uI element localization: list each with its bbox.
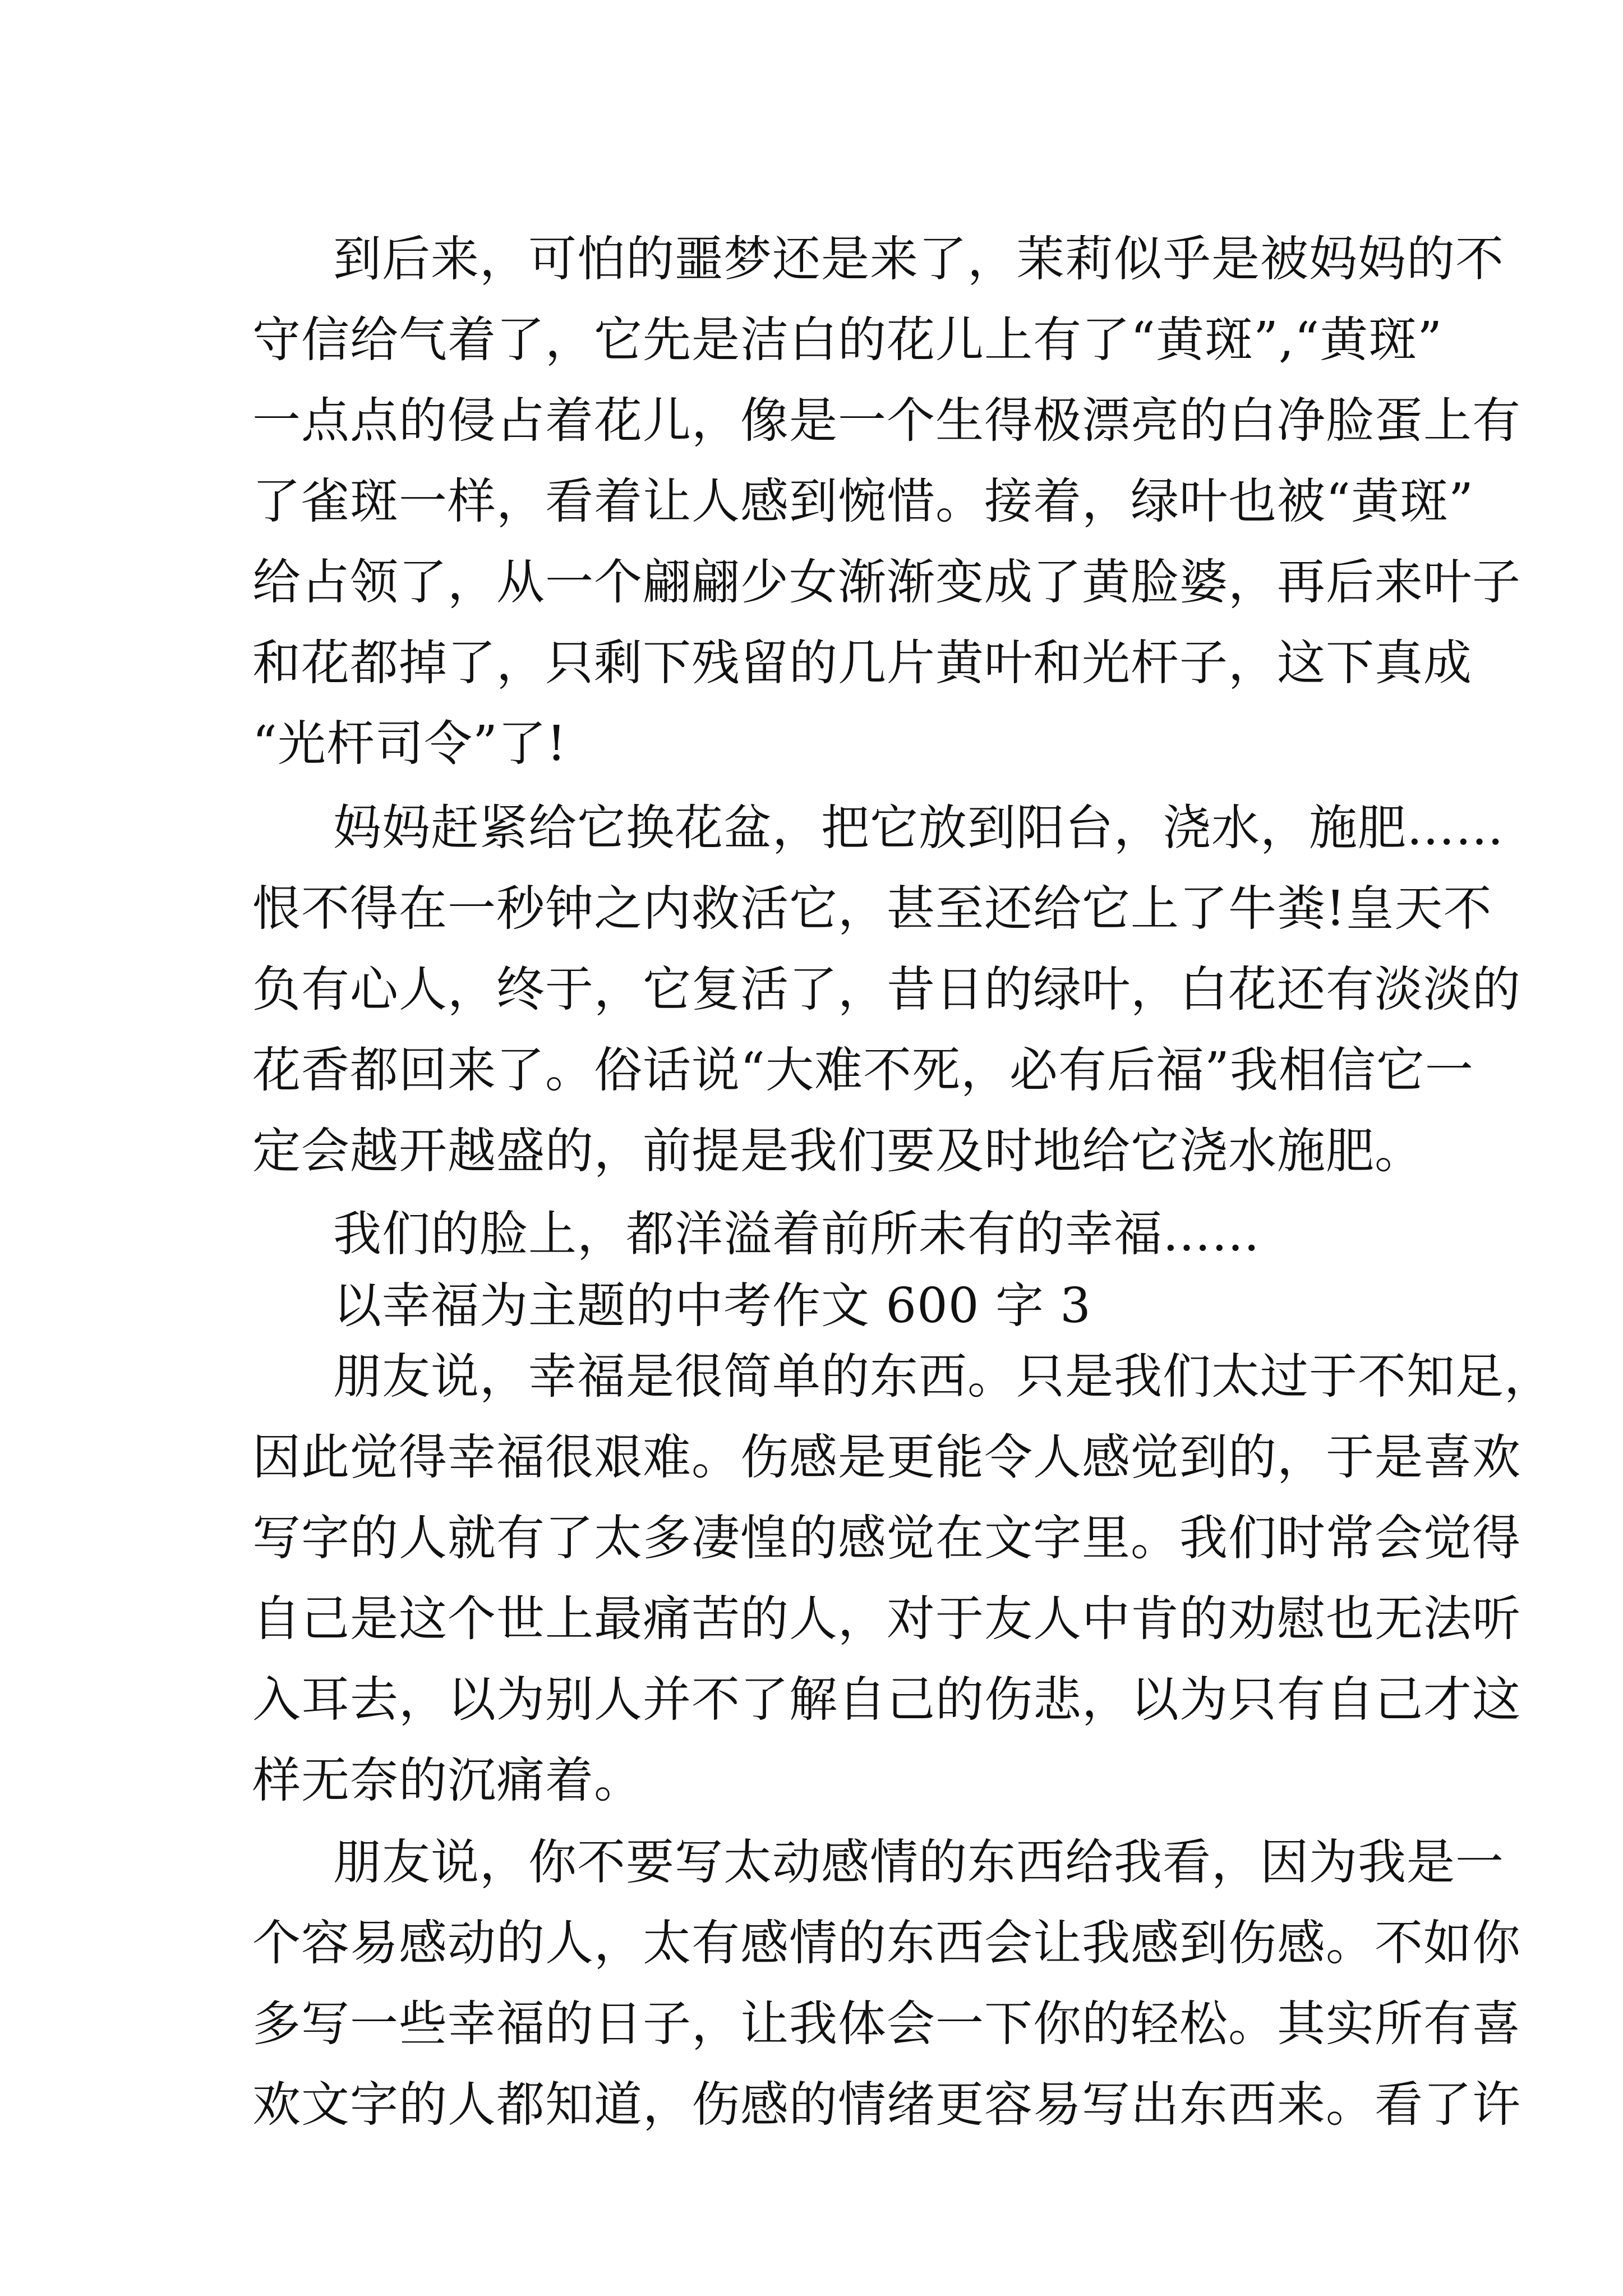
text-line: 写字的人就有了太多凄惶的感觉在文字里。我们时常会觉得 [252, 1510, 1521, 1566]
text-line: 个容易感动的人，太有感情的东西会让我感到伤感。不如你 [252, 1915, 1521, 1971]
text-line: 以幸福为主题的中考作文 600 字 3 [333, 1278, 1091, 1334]
text-line: 我们的脸上，都洋溢着前所未有的幸福…… [333, 1206, 1260, 1262]
text-line: 给占领了，从一个翩翩少女渐渐变成了黄脸婆，再后来叶子 [252, 554, 1521, 610]
text-line: 花香都回来了。俗话说“大难不死，必有后福”我相信它一 [252, 1042, 1474, 1098]
text-line: 朋友说，幸福是很简单的东西。只是我们太过于不知足， [333, 1349, 1553, 1405]
text-line: 到后来，可怕的噩梦还是来了，茉莉似乎是被妈妈的不 [333, 231, 1504, 287]
text-line: 自己是这个世上最痛苦的人，对于友人中肯的劝慰也无法听 [252, 1591, 1521, 1647]
text-line: 和花都掉了，只剩下残留的几片黄叶和光杆子，这下真成 [252, 635, 1472, 691]
text-line: “光杆司令”了! [252, 716, 567, 772]
text-line: 守信给气着了，它先是洁白的花儿上有了“黄斑”,“黄斑” [252, 312, 1443, 368]
text-line: 妈妈赶紧给它换花盆，把它放到阳台，浇水，施肥…… [333, 800, 1504, 856]
text-line: 欢文字的人都知道，伤感的情绪更容易写出东西来。看了许 [252, 2077, 1521, 2133]
text-line: 入耳去，以为别人并不了解自己的伤悲，以为只有自己才这 [252, 1672, 1521, 1728]
text-line: 一点点的侵占着花儿，像是一个生得极漂亮的白净脸蛋上有 [252, 393, 1521, 449]
text-line: 样无奈的沉痛着。 [252, 1752, 643, 1809]
text-line: 定会越开越盛的，前提是我们要及时地给它浇水施肥。 [252, 1123, 1423, 1179]
text-line: 负有心人，终于，它复活了，昔日的绿叶，白花还有淡淡的 [252, 961, 1521, 1018]
text-line: 恨不得在一秒钟之内救活它，甚至还给它上了牛粪!皇天不 [252, 881, 1492, 937]
text-line: 了雀斑一样，看着让人感到惋惜。接着，绿叶也被“黄斑” [252, 473, 1474, 530]
text-line: 因此觉得幸福很艰难。伤感是更能令人感觉到的，于是喜欢 [252, 1429, 1521, 1485]
text-line: 多写一些幸福的日子，让我体会一下你的轻松。其实所有喜 [252, 1996, 1521, 2052]
text-line: 朋友说，你不要写太动感情的东西给我看，因为我是一 [333, 1834, 1504, 1890]
